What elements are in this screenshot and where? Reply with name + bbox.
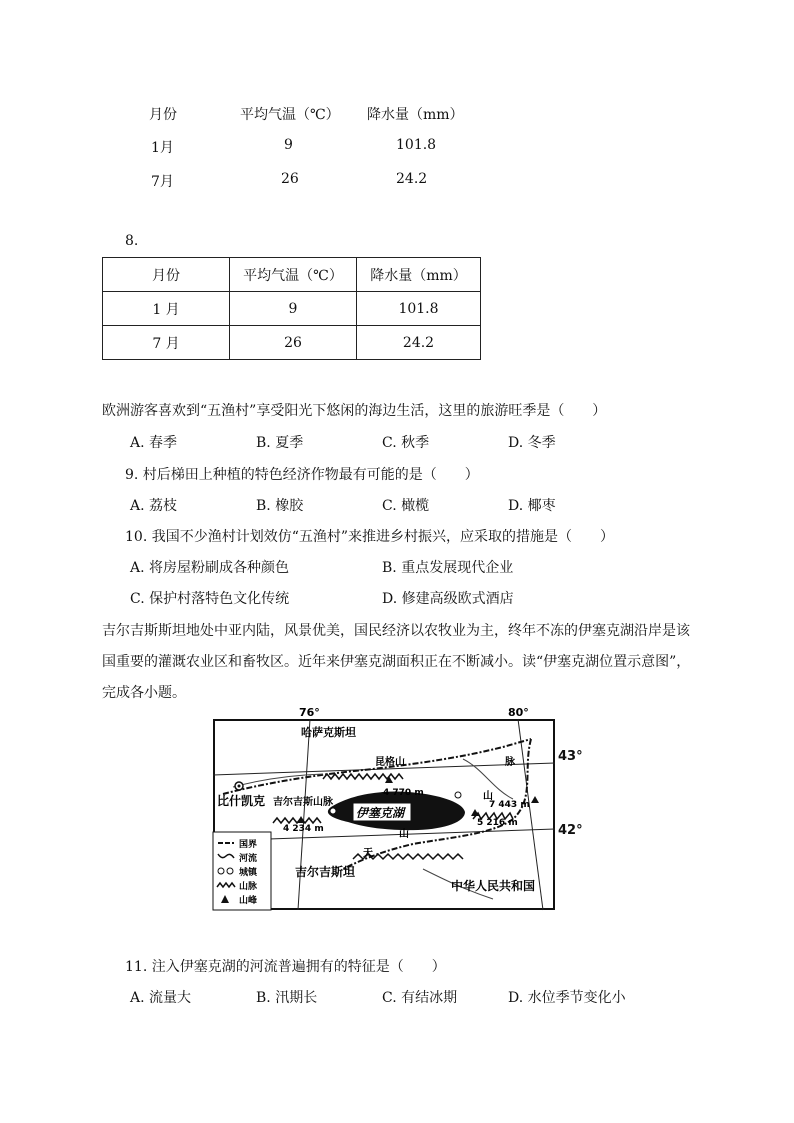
label-shan-1: 山 — [399, 829, 409, 840]
q9-option-d[interactable]: D. 椰枣 — [508, 498, 556, 514]
lon-label-76: 76° — [299, 706, 320, 719]
q8-stem: 欧洲游客喜欢到“五渔村”享受阳光下悠闲的海边生活，这里的旅游旺季是（ ） — [102, 403, 607, 419]
q8-option-a[interactable]: A. 春季 — [130, 435, 178, 451]
passage-line: 吉尔吉斯斯坦地处中亚内陆，风景优美，国民经济以农牧业为主，终年不冻的伊塞克湖沿岸是该 — [102, 623, 690, 639]
label-kyrgyz-range: 吉尔吉斯山脉 — [273, 797, 333, 808]
svg-text:山脉: 山脉 — [239, 882, 258, 892]
label-shan-2: 山 — [483, 791, 493, 802]
svg-text:河流: 河流 — [239, 854, 258, 864]
q10-option-a[interactable]: A. 将房屋粉刷成各种颜色 — [130, 560, 290, 576]
label-tian: 天 — [363, 848, 373, 859]
peak-elev-7443: 7 443 m — [489, 800, 530, 810]
q10-option-d[interactable]: D. 修建高级欧式酒店 — [382, 591, 514, 607]
q10-option-b[interactable]: B. 重点发展现代企业 — [382, 560, 514, 576]
lon-label-80: 80° — [508, 706, 529, 719]
peak-elev-5216: 5 216 m — [477, 818, 518, 828]
plain-header-month: 月份 — [149, 107, 177, 123]
table-row: 1 月 9 101.8 — [103, 292, 481, 326]
label-china: 中华人民共和国 — [451, 879, 536, 893]
map-legend — [213, 832, 271, 910]
q11-option-c[interactable]: C. 有结冰期 — [382, 990, 458, 1006]
label-kyrgyzstan: 吉尔吉斯坦 — [295, 865, 356, 879]
svg-text:国界: 国界 — [239, 840, 258, 850]
q9-option-b[interactable]: B. 橡胶 — [256, 498, 304, 514]
passage-line: 完成各小题。 — [102, 685, 186, 701]
q10-option-c[interactable]: C. 保护村落特色文化传统 — [130, 591, 290, 607]
table-row: 7 月 26 24.2 — [103, 326, 481, 360]
lat-label-43: 43° — [558, 749, 583, 764]
q9-option-a[interactable]: A. 荔枝 — [130, 498, 178, 514]
q9-stem: 9. 村后梯田上种植的特色经济作物最有可能的是（ ） — [125, 467, 479, 483]
q11-option-a[interactable]: A. 流量大 — [130, 990, 192, 1006]
q11-option-b[interactable]: B. 汛期长 — [256, 990, 318, 1006]
q8-option-c[interactable]: C. 秋季 — [382, 435, 430, 451]
town-icon — [455, 792, 461, 798]
q11-option-d[interactable]: D. 水位季节变化小 — [508, 990, 626, 1006]
label-kungey: 昆格山 — [375, 757, 405, 768]
table-header-row: 月份 平均气温（℃） 降水量（mm） — [103, 258, 481, 292]
q8-option-d[interactable]: D. 冬季 — [508, 435, 556, 451]
label-bishkek: 比什凯克 — [217, 794, 266, 808]
label-kazakhstan: 哈萨克斯坦 — [301, 726, 356, 739]
plain-header-temp: 平均气温（℃） — [240, 107, 340, 123]
q8-table — [102, 257, 481, 360]
legend-city-symbol — [218, 868, 224, 874]
passage-line: 国重要的灌溉农业区和畜牧区。近年来伊塞克湖面积正在不断减小。读“伊塞克湖位置示意图”， — [102, 654, 691, 670]
peak-elev-4234: 4 234 m — [283, 824, 324, 834]
town-icon — [330, 808, 336, 814]
label-lake: 伊塞克湖 — [356, 806, 405, 820]
peak-elev-4770: 4 770 m — [383, 788, 424, 798]
svg-text:城镇: 城镇 — [239, 868, 258, 878]
q8-option-b[interactable]: B. 夏季 — [256, 435, 304, 451]
label-mai: 脉 — [505, 757, 515, 768]
q11-stem: 11. 注入伊塞克湖的河流普遍拥有的特征是（ ） — [125, 959, 446, 975]
lat-label-42: 42° — [558, 823, 583, 838]
plain-header-precip: 降水量（mm） — [367, 107, 464, 123]
q8-number: 8. — [125, 233, 139, 249]
q10-stem: 10. 我国不少渔村计划效仿“五渔村”来推进乡村振兴，应采取的措施是（ ） — [125, 529, 615, 545]
svg-text:山峰: 山峰 — [239, 896, 258, 906]
q9-option-c[interactable]: C. 橄榄 — [382, 498, 430, 514]
issyk-kul-map — [213, 706, 555, 910]
